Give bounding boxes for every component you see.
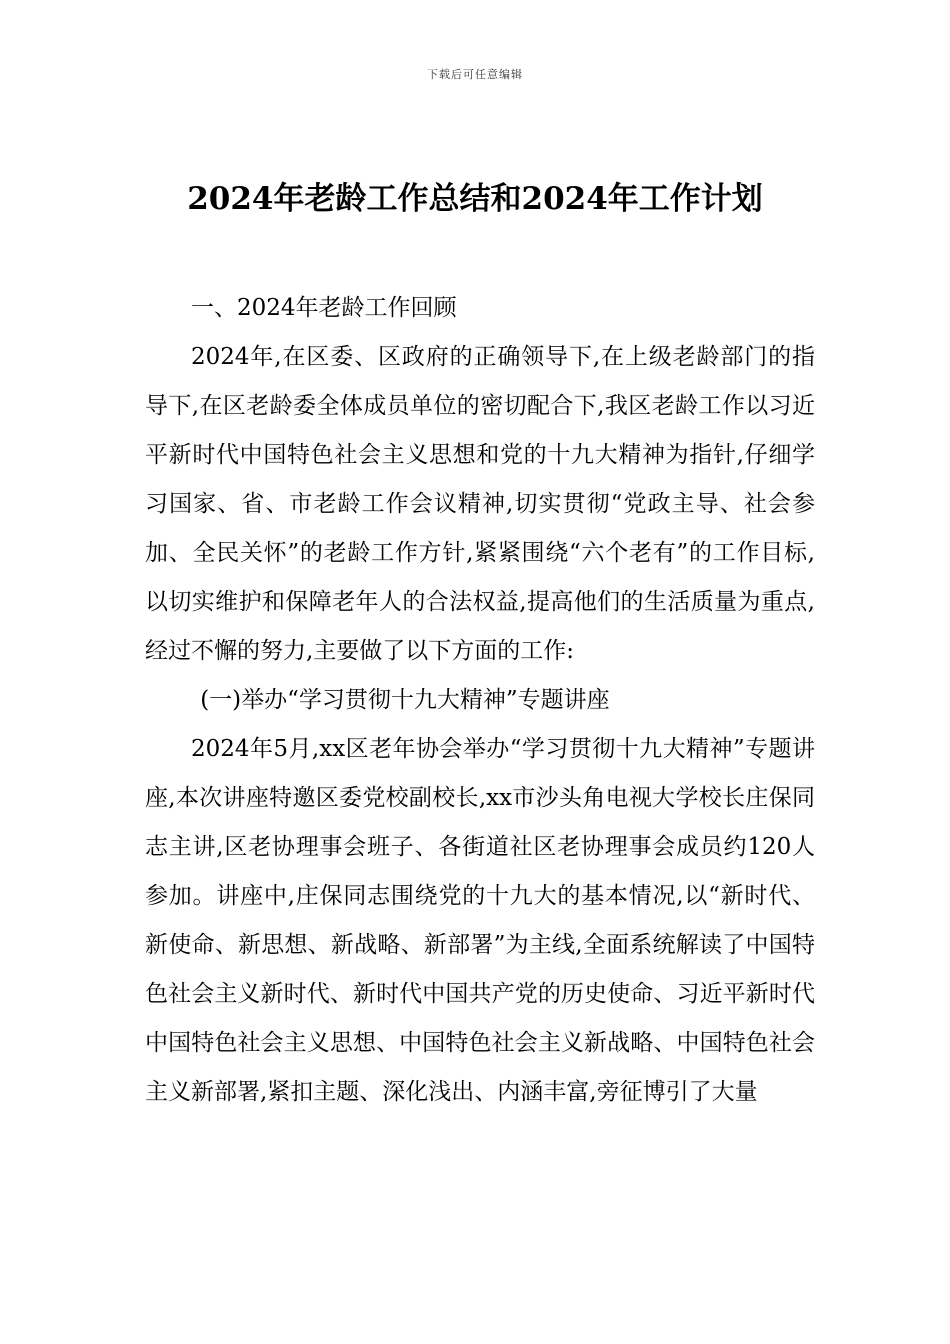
document-body	[145, 284, 815, 1117]
paragraph-lecture: 2024年5月,xx区老年协会举办“学习贯彻十九大精神”专题讲座,本次讲座特邀区委党校副校长,xx市沙头角电视大学校长庄保同志主讲,区老协理事会班子、各街道社区老协理事会成员约120人参加。讲座中,庄保同志围绕党的十九大的基本情况,以“新时代、新使命、新思想、新战略、新部署”为主线,全面系统解读了中国特色社会主义新时代、新时代中国共产党的历史使命、习近平新时代中国特色社会主义思想、中国特色社会主义新战略、中国特色社会主义新部署,紧扣主题、深化浅出、内涵丰富,旁征博引了大量	[145, 736, 815, 1105]
subsection-one-heading: (一)举办“学习贯彻十九大精神”专题讲座	[200, 687, 610, 713]
document-title: 2024年老龄工作总结和2024年工作计划	[187, 181, 763, 217]
paragraph-intro: 2024年,在区委、区政府的正确领导下,在上级老龄部门的指导下,在区老龄委全体成员单位的密切配合下,我区老龄工作以习近平新时代中国特色社会主义思想和党的十九大精神为指针,仔细学习国家、省、市老龄工作会议精神,切实贯彻“党政主导、社会参加、全民关怀”的老龄工作方针,紧紧围绕“六个老有”的工作目标,以切实维护和保障老年人的合法权益,提高他们的生活质量为重点,经过不懈的努力,主要做了以下方面的工作:	[145, 344, 815, 664]
page-header-note: 下载后可任意编辑	[427, 68, 523, 81]
section-one-heading: 一、2024年老龄工作回顾	[191, 295, 457, 321]
